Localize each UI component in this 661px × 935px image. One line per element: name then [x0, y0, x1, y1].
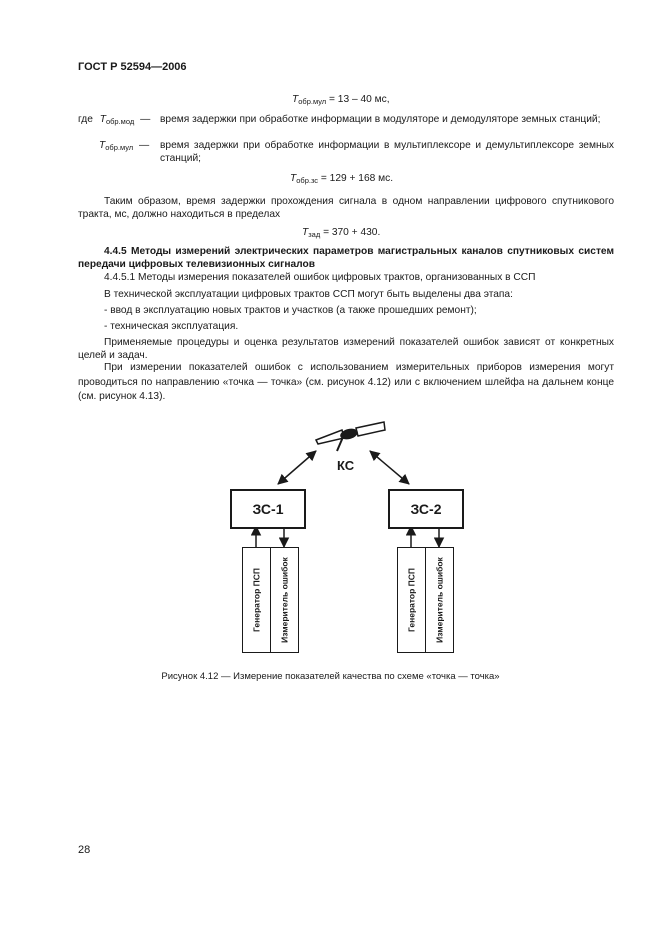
- definition-variable: T: [99, 114, 106, 125]
- definition-dash: —: [139, 140, 150, 151]
- definition-text: время задержки при обработке информации в модуляторе и демодуляторе земных станций;: [160, 114, 601, 125]
- earth-station-2-box: [388, 489, 464, 529]
- definition-dash: —: [140, 114, 151, 125]
- formula-value: = 370 + 430.: [320, 227, 381, 238]
- earth-station-1-box: [230, 489, 306, 529]
- generator-label: Генератор ПСП: [406, 567, 416, 633]
- generator-label: Генератор ПСП: [251, 567, 261, 633]
- error-meter-box: [270, 547, 299, 653]
- earth-station-2-label: ЗС-2: [410, 500, 442, 517]
- formula-variable: T: [290, 173, 297, 184]
- page-number: 28: [78, 844, 91, 856]
- definition-subscript: обр.мод: [105, 117, 135, 126]
- formula-subscript: зад: [308, 230, 321, 239]
- list-item: - ввод в эксплуатацию новых трактов и участков (а также прошедших ремонт);: [104, 305, 477, 316]
- list-item: - техническая эксплуатация.: [104, 321, 239, 332]
- paragraph-measurement: При измерении показателей ошибок с использованием измерительных приборов измерения могут проводиться по направлению «точка — точка» (см. рисунок 4.12) или с включением шлейфа на дальнем конце (см. рисунок 4.13).: [78, 362, 614, 402]
- formula-variable: T: [292, 94, 299, 105]
- earth-station-1-label: ЗС-1: [252, 500, 284, 517]
- section-heading: 4.4.5 Методы измерений электрических параметров магистральных каналов спутниковых систем передачи цифровых телевизионных сигналов: [78, 246, 614, 270]
- paragraph-delay: Таким образом, время задержки прохождения сигнала в одном направлении цифрового спутникового тракта, мс, должно находиться в пределах: [78, 196, 614, 220]
- definition-text: время задержки при обработке информации в мультиплексоре и демультиплексоре земных станций;: [160, 140, 614, 164]
- formula-subscript: обр.мул: [298, 97, 327, 106]
- definition-where: где: [78, 114, 93, 125]
- formula-subscript: обр.зс: [296, 176, 319, 185]
- error-meter-label: Измеритель ошибок: [279, 557, 289, 643]
- generator-box: [397, 547, 426, 653]
- paragraph-stages: В технической эксплуатации цифровых трактов ССП могут быть выделены два этапа:: [104, 289, 513, 300]
- figure-caption: Рисунок 4.12 — Измерение показателей качества по схеме «точка — точка»: [161, 671, 500, 682]
- error-meter-label: Измеритель ошибок: [434, 557, 444, 643]
- definition-subscript: обр.мул: [105, 143, 134, 152]
- paragraph-procedures: Применяемые процедуры и оценка результатов измерений показателей ошибок зависят от конкретных целей и задач.: [78, 337, 614, 361]
- satellite-icon: [316, 422, 385, 451]
- document-header: ГОСТ Р 52594—2006: [78, 61, 187, 73]
- definition-variable: T: [99, 140, 106, 151]
- formula-value: = 129 + 168 мс.: [318, 173, 394, 184]
- subsection-heading: 4.4.5.1 Методы измерения показателей ошибок цифровых трактов, организованных в ССП: [104, 272, 536, 283]
- formula-value: = 13 – 40 мс,: [326, 94, 390, 105]
- formula-variable: T: [302, 227, 309, 238]
- satellite-label: КС: [337, 458, 355, 473]
- link-arrow-zs2: [370, 451, 409, 484]
- generator-box: [242, 547, 271, 653]
- error-meter-box: [425, 547, 454, 653]
- link-arrow-zs1: [278, 451, 316, 484]
